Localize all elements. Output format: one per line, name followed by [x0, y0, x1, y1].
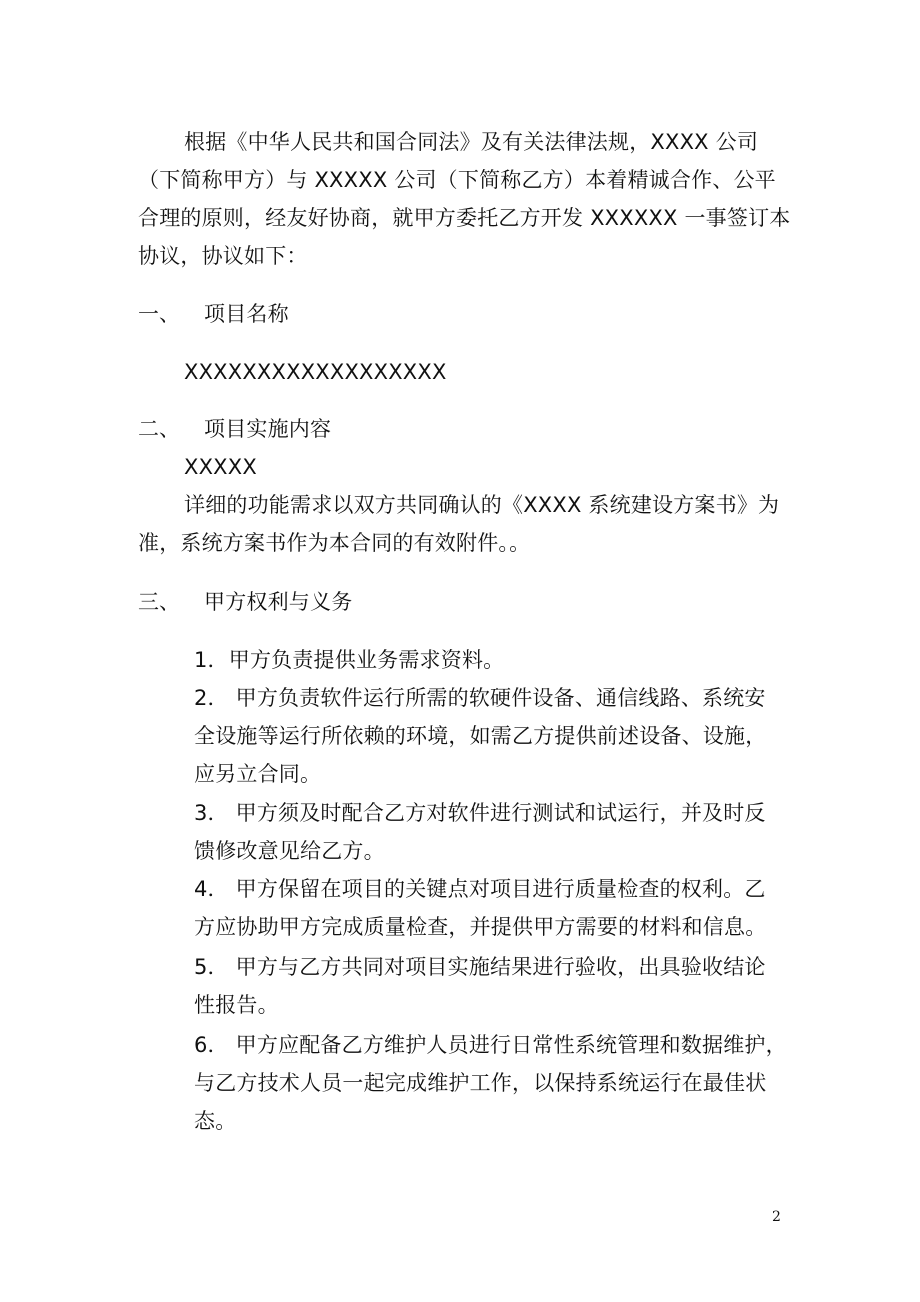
section-2-title: 项目实施内容 — [204, 417, 332, 441]
section-3-item-5-line-2: 性报告。 — [194, 993, 279, 1017]
section-3-item-6-line-3: 态。 — [194, 1109, 237, 1133]
section-3-item-2-line-3: 应另立合同。 — [194, 762, 322, 786]
section-3-item-2-line-2: 全设施等运行所依赖的环境，如需乙方提供前述设备、设施， — [194, 724, 767, 748]
section-1-title: 项目名称 — [204, 302, 289, 326]
section-3-item-3-line-2: 馈修改意见给乙方。 — [194, 839, 385, 863]
section-3-title: 甲方权利与义务 — [204, 590, 353, 614]
section-2-line-3: 准，系统方案书作为本合同的有效附件。。 — [138, 531, 531, 555]
section-1-line-1: XXXXXXXXXXXXXXXXXX — [184, 360, 447, 384]
section-3-item-5-line-1: 5． 甲方与乙方共同对项目实施结果进行验收，出具验收结论 — [194, 955, 766, 979]
section-3-item-1-line-1: 1．甲方负责提供业务需求资料。 — [194, 648, 505, 672]
page-number: 2 — [772, 1209, 781, 1225]
section-3-item-6-line-1: 6． 甲方应配备乙方维护人员进行日常性系统管理和数据维护， — [194, 1033, 787, 1057]
section-3-item-6-line-2: 与乙方技术人员一起完成维护工作，以保持系统运行在最佳状 — [194, 1071, 767, 1095]
section-2-number: 二、 — [138, 417, 180, 441]
section-3-item-2-line-1: 2． 甲方负责软件运行所需的软硬件设备、通信线路、系统安 — [194, 686, 766, 710]
section-2-line-1: XXXXX — [184, 455, 257, 479]
section-2-line-2: 详细的功能需求以双方共同确认的《XXXX 系统建设方案书》为 — [184, 493, 780, 517]
section-3-number: 三、 — [138, 590, 180, 614]
intro-line-2: （下简称甲方）与 XXXXX 公司（下简称乙方）本着精诚合作、公平 — [138, 168, 776, 192]
intro-line-3: 合理的原则，经友好协商，就甲方委托乙方开发 XXXXXX 一事签订本 — [138, 206, 791, 230]
section-3-item-3-line-1: 3． 甲方须及时配合乙方对软件进行测试和试运行，并及时反 — [194, 801, 766, 825]
intro-line-4: 协议，协议如下： — [138, 244, 308, 268]
section-1-number: 一、 — [138, 302, 180, 326]
section-3-item-4-line-1: 4． 甲方保留在项目的关键点对项目进行质量检查的权利。乙 — [194, 877, 766, 901]
section-3-item-4-line-2: 方应协助甲方完成质量检查，并提供甲方需要的材料和信息。 — [194, 915, 767, 939]
intro-line-1: 根据《中华人民共和国合同法》及有关法律法规，XXXX 公司 — [184, 130, 759, 154]
